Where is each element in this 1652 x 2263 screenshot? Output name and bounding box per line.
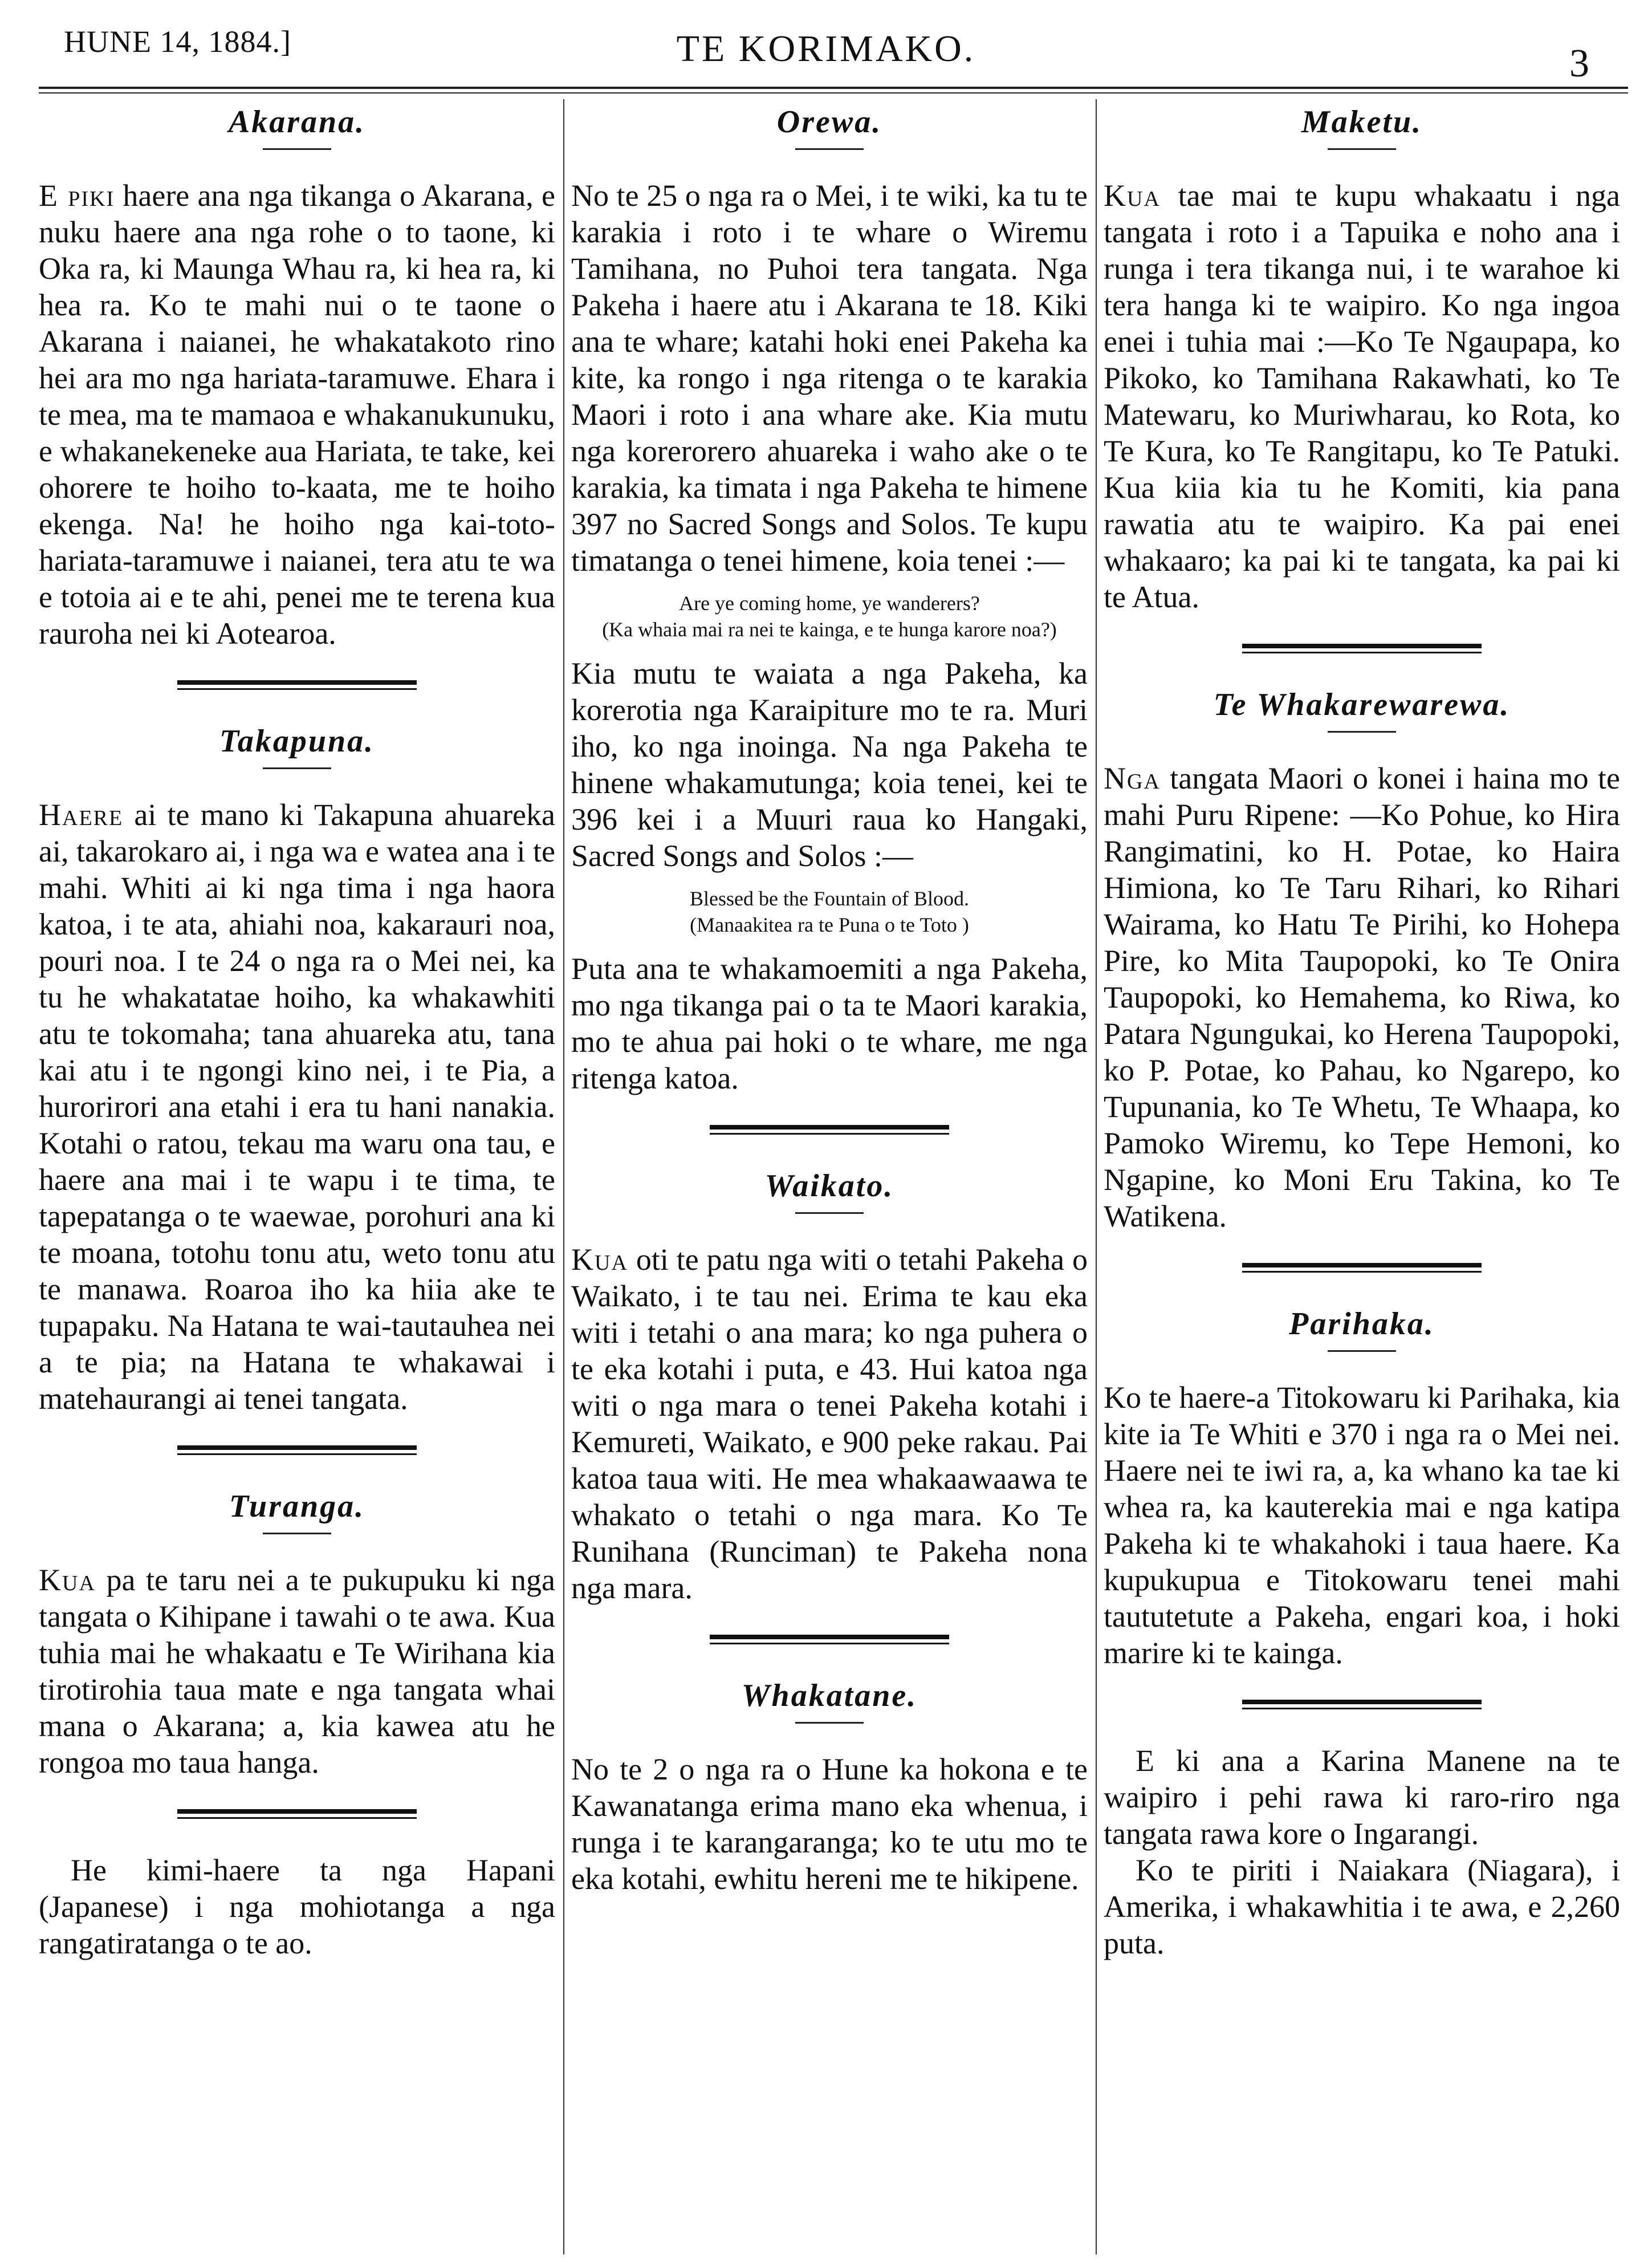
article-heading: Whakatane. xyxy=(741,1678,918,1713)
article-body xyxy=(1104,760,1620,1234)
heading-rule xyxy=(1328,148,1396,150)
article-body: E ki ana a Karina Manene na te waipiro i pehi rawa ki raro-riro nga tangata rawa kore o Ingarangi. xyxy=(1104,1744,1620,1851)
article-body xyxy=(39,177,555,652)
article-heading: Waikato. xyxy=(764,1168,894,1204)
hymn-quote xyxy=(571,885,1088,938)
page-number: 3 xyxy=(1569,42,1589,86)
article-whakatane xyxy=(571,1677,1088,1897)
heading-rule xyxy=(263,1533,331,1534)
article-hapani xyxy=(39,1852,555,1961)
article-maketu xyxy=(1104,104,1620,615)
article-turanga xyxy=(39,1488,555,1781)
article-body xyxy=(39,1562,555,1781)
article-heading: Akarana. xyxy=(228,104,366,140)
column-divider xyxy=(563,99,564,2254)
section-separator xyxy=(177,1445,417,1455)
article-brief-notes xyxy=(1104,1742,1620,1961)
heading-rule xyxy=(795,1722,864,1724)
section-separator xyxy=(177,680,417,690)
article-body: Ko te haere-a Titokowaru ki Parihaka, kia kite ia Te Whiti e 370 i nga ra o Mei nei. Haere nei te iwi ra, a, ka whano ka tae ki whea ra, ka kauterekia mai e nga katipa Pakeha ki te whakahoki i taua haere. Ka kupukupua e Titokowaru tenei mahi taututetute a Pakeha, engari koa, i hoki marire ki te kainga. xyxy=(1104,1380,1620,1670)
lead-words: Kua xyxy=(571,1242,628,1277)
lead-words: Kua xyxy=(1104,178,1161,213)
header-rule-thin xyxy=(39,92,1628,94)
lead-words: Kua xyxy=(39,1563,96,1597)
quote-line: (Ka whaia mai ra nei te kainga, e te hunga karore noa?) xyxy=(602,618,1057,641)
article-body: Puta ana te whakamoemiti a nga Pakeha, mo nga tikanga pai o ta te Maori karakia, mo te ahua pai hoki o te whare, me nga ritenga katoa. xyxy=(571,952,1088,1095)
article-waikato xyxy=(571,1168,1088,1606)
article-parihaka xyxy=(1104,1306,1620,1671)
section-separator xyxy=(177,1809,417,1819)
section-separator xyxy=(710,1635,949,1644)
body-text: oti te patu nga witi o tetahi Pakeha o Waikato, i te tau nei. Erima te kau eka witi i tetahi o ana mara; ko nga puhera o te eka kotahi i puta, e 43. Hui katoa nga witi o nga mara o tenei Pakeha kotahi i Kemureti, Waikato, e 900 peke rakau. Pai katoa taua witi. He mea whakaawaawa te whakato o tetahi o nga mara. Ko Te Runihana (Runciman) te Pakeha nona nga mara. xyxy=(571,1242,1088,1605)
hymn-quote xyxy=(571,590,1088,643)
lead-words: Nga xyxy=(1104,761,1161,795)
page-header xyxy=(0,0,1652,86)
article-whakarewarewa xyxy=(1104,686,1620,1234)
heading-rule xyxy=(263,148,331,150)
body-text: haere ana nga tikanga o Akarana, e nuku haere ana nga rohe o to taone, ki Oka ra, ki Maunga Whau ra, ki hea ra, ki hea ra. Ko te mahi nui o te taone o Akarana i naianei, he whakatakoto rino hei ara mo nga hariata-taramuwe. Ehara i te mea, ma te mamaoa e whakanukunuku, e whakanekeneke aua Hariata, te take, kei ohorere te hoiho to-kaata, me te hoiho ekenga. Na! he hoiho nga kai-toto-hariata-taramuwe i naianei, tera atu te wa e totoia ai e te ahi, penei me te terena kua rauroha nei ki Aotearoa. xyxy=(39,178,555,651)
article-heading: Te Whakarewarewa. xyxy=(1213,687,1511,722)
issue-date: HUNE 14, 1884.] xyxy=(64,25,291,59)
heading-rule xyxy=(795,148,864,150)
article-heading: Turanga. xyxy=(229,1489,365,1524)
article-heading: Maketu. xyxy=(1301,104,1423,140)
quote-line: (Manaakitea ra te Puna o te Toto ) xyxy=(690,913,969,936)
column-3 xyxy=(1104,104,1620,2248)
article-orewa xyxy=(571,104,1088,1096)
article-body: No te 2 o nga ra o Hune ka hokona e te Kawanatanga erima mano eka whenua, i runga i te karangaranga; ko te utu mo te eka kotahi, ewhitu hereni me te hikipene. xyxy=(571,1752,1088,1896)
column-1 xyxy=(39,104,555,2248)
body-text: ai te mano ki Takapuna ahuareka ai, takarokaro ai, i nga wa e watea ana i te mahi. Whiti ai ki nga tima i nga haora katoa, i te ata, ahiahi noa, kakarauri noa, pouri noa. I te 24 o nga ra o Mei nei, ka tu he whakatatae hoiho, ka whakawhiti atu te tokomaha; tana ahuareka atu, tana kai atu i te ngongi kino nei, i te Pia, a hurorirori ana etahi i era tu hani nanakia. Kotahi o ratou, tekau ma waru ona tau, e haere ana mai i te wapu i te tima, te tapepatanga o te waewae, porohuri ana ki te moana, totohu tonu atu, weto tonu atu te manawa. Roaroa iho ka hiia ake te tupapaku. Na Hatana te wai-tautauhea nei a te pia; na Hatana te whakawai i matehaurangi ai tenei tangata. xyxy=(39,798,555,1416)
article-body xyxy=(1104,177,1620,615)
article-body xyxy=(571,1241,1088,1606)
body-text: tae mai te kupu whakaatu i nga tangata i roto i a Tapuika e noho ana i runga i tera tikanga nui, i te warahoe ki tera hanga ki te waipiro. Ko nga ingoa enei i tuhia mai :—Ko Te Ngaupapa, ko Pikoko, ko Tamihana Rakawhati, ko Te Matewaru, ko Muriwharau, ko Rota, ko Te Kura, ko Te Rangitapu, ko Te Patuki. Kua kiia kia tu he Komiti, kia pana rawatia atu te waipiro. Ka pai enei whakaaro; ka pai ki te tangata, ka pai ki te Atua. xyxy=(1104,178,1620,614)
heading-rule xyxy=(1328,731,1396,733)
section-separator xyxy=(1242,644,1482,653)
heading-rule xyxy=(1328,1350,1396,1352)
section-separator xyxy=(1242,1263,1482,1273)
article-body: Kia mutu te waiata a nga Pakeha, ka korerotia nga Karaipiture mo te ra. Muri iho, ko nga inoinga. Na nga Pakeha te hinene whakamutunga; koia tenei, kei te 396 kei i a Muuri raua ko Hangaki, Sacred Songs and Solos :— xyxy=(571,656,1088,873)
lead-words: E piki xyxy=(39,178,115,213)
lead-words: Haere xyxy=(39,798,124,832)
heading-rule xyxy=(795,1212,864,1214)
article-heading: Parihaka. xyxy=(1289,1306,1435,1342)
heading-rule xyxy=(263,767,331,769)
column-divider xyxy=(1096,99,1097,2254)
section-separator xyxy=(710,1125,949,1135)
article-body: No te 25 o nga ra o Mei, i te wiki, ka tu te karakia i roto i te whare o Wiremu Tamihana, no Puhoi tera tangata. Nga Pakeha i haere atu i Akarana te 18. Kiki ana te whare; katahi hoki enei Pakeha ka kite, ka rongo i nga ritenga o te karakia Maori i roto i ana whare ake. Kia mutu nga korerorero ahuareka i waho ake o te karakia, ka timata i nga Pakeha te himene 397 no Sacred Songs and Solos. Te kupu timatanga o tenei himene, koia tenei :— xyxy=(571,178,1088,578)
newspaper-title: TE KORIMAKO. xyxy=(676,28,976,70)
article-body xyxy=(39,797,555,1417)
column-2 xyxy=(571,104,1088,2248)
article-heading: Orewa. xyxy=(776,104,882,140)
section-separator xyxy=(1242,1700,1482,1709)
quote-line: Blessed be the Fountain of Blood. xyxy=(690,887,969,910)
article-takapuna xyxy=(39,723,555,1417)
header-rule xyxy=(39,87,1628,89)
article-body: Ko te piriti i Naiakara (Niagara), i Amerika, i whakawhitia i te awa, e 2,260 puta. xyxy=(1104,1853,1620,1960)
body-text: pa te taru nei a te pukupuku ki nga tangata o Kihipane i tawahi o te awa. Kua tuhia mai he whakaatu e Te Wirihana kia tirotirohia taua mate e nga tangata whai mana o Akarana; a, kia kawea atu he rongoa mo taua hanga. xyxy=(39,1563,555,1779)
article-akarana xyxy=(39,104,555,652)
article-body: He kimi-haere ta nga Hapani (Japanese) i nga mohiotanga a nga rangatiratanga o te ao. xyxy=(39,1853,555,1960)
quote-line: Are ye coming home, ye wanderers? xyxy=(679,592,980,615)
body-text: tangata Maori o konei i haina mo te mahi Puru Ripene: —Ko Pohue, ko Hira Rangimatini, ko H. Potae, ko Haira Himiona, ko Te Taru Rihari, ko Rihari Wairama, ko Hatu Te Pirihi, ko Hohepa Pire, ko Mita Taupopoki, ko Te Onira Taupopoki, ko Hemahema, ko Riwa, ko Patara Ngungukai, ko Herena Taupopoki, ko P. Potae, ko Pahau, ko Ngarepo, ko Tupunania, ko Te Whetu, Te Whaapa, ko Pamoko Wiremu, ko Tepe Hemoni, ko Ngapine, ko Moni Eru Takina, ko Te Watikena. xyxy=(1104,761,1620,1233)
article-heading: Takapuna. xyxy=(219,724,375,759)
